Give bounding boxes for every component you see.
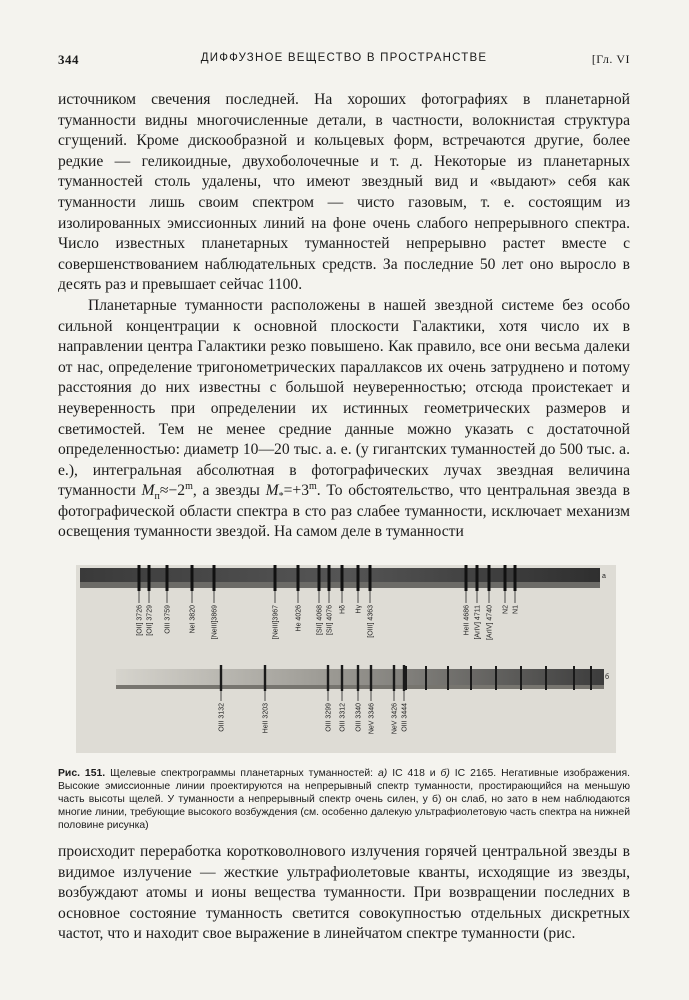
- emission-line-a: [318, 565, 321, 591]
- line-label-b: OIII 3299: [325, 703, 333, 732]
- line-label-a: Hδ: [339, 605, 347, 614]
- emission-line-a: [357, 565, 360, 591]
- line-label-a: [OIII] 4363: [367, 605, 375, 638]
- line-label-a: He 4026: [295, 605, 303, 632]
- emission-line-b: [403, 665, 405, 691]
- mag-star-sub: *: [278, 491, 284, 503]
- spectrum-a: [80, 565, 600, 591]
- spectrogram-image: [76, 565, 616, 753]
- line-label-b: OIII 3444: [401, 703, 409, 732]
- emission-line-b: [447, 666, 449, 690]
- emission-line-b: [264, 665, 266, 691]
- paragraph-3: происходит переработка коротковолнового излучения горячей центральной звезды в видимое излучение — жесткие ультрафиолетовые кванты, исходящие из звезды, возбуждают атомы и ионы вещества туманности. При возвращении последних в основное состояние туманность светится совокупностью отдельных дискретных частот, что и находит свое выражение в линейчатом спектре туманности (рис.: [58, 843, 630, 943]
- line-label-a: OIII 3759: [164, 605, 172, 634]
- emission-line-a: [191, 565, 194, 591]
- emission-line-b: [357, 665, 359, 691]
- caption-b-text: IC 2165.: [449, 768, 497, 779]
- spectrum-a-letter: a: [602, 573, 606, 580]
- emission-line-b: [220, 665, 222, 691]
- line-label-b: OIII 3132: [218, 703, 226, 732]
- emission-line-a: [369, 565, 372, 591]
- running-header: [58, 52, 630, 72]
- line-label-a: [NeIII]3869: [211, 605, 219, 640]
- line-label-a: [OII] 3726: [136, 605, 144, 636]
- emission-line-b: [393, 665, 395, 691]
- emission-line-b: [495, 666, 497, 690]
- line-label-a: HeII 4686: [463, 605, 471, 636]
- emission-line-a: [213, 565, 216, 591]
- line-label-a: [ArIV] 4740: [486, 605, 494, 641]
- line-label-a: N2: [502, 605, 510, 614]
- emission-line-b: [545, 666, 547, 690]
- caption-prefix: Рис. 151.: [58, 768, 106, 779]
- mag-star-value: =+3: [283, 482, 309, 500]
- line-label-a: [NeIII]3967: [272, 605, 280, 640]
- caption-rest: Негативные изображения. Высокие эмиссионные линии проектируются на непрерывный спектр туманности, простирающийся на меньшую часть высоты щелей. У туманности а непрерывный спектр очень силен, у б) он слаб, но зато в нем наблюдаются многие линии, требующие высокого возбуждения (см. особенно далекую ультрафиолетовую часть спектра на нижней половине рисунка): [58, 768, 631, 831]
- paragraph-2-part-a: Планетарные туманности расположены в нашей звездной системе без особо сильной концентрации к основной плоскости Галактики, хотя число их в направлении центра Галактики резко повышено. Как правило, все они весьма далеки от нас, определение тригонометрических параллаксов их очень затруднено и потому расстояния до них известны с большой неуверенностью; отсюда проистекает и неуверенность при определении их истинных геометрических размеров и светимостей. Тем не менее средние данные можно указать с достаточной определенностью: диаметр 10—20 тыс. а. е. (у гигантских туманностей до 500 тыс. а. е.), интегральная абсолютная в фотографических лучах звездная величина туманности: [58, 296, 630, 500]
- chapter-marker: [Гл. VI: [591, 52, 630, 66]
- emission-line-a: [166, 565, 169, 591]
- mag-nebula-symbol: M: [141, 482, 155, 500]
- paragraph-2: [58, 296, 630, 543]
- emission-line-a: [341, 565, 344, 591]
- spectrum-b-letter: б: [605, 674, 610, 681]
- line-label-b: HeII 3203: [262, 703, 270, 734]
- mag-star-symbol: M: [265, 482, 279, 500]
- mag-star-unit: m: [309, 481, 317, 493]
- emission-line-a: [297, 565, 300, 591]
- page-number: 344: [58, 52, 79, 67]
- emission-line-a: [274, 565, 277, 591]
- paragraph-1: источником свечения последней. На хороших фотографиях в планетарной туманности видны многочисленные детали, в частности, волокнистая структура сгущений. Кроме дискообразной и кольцевых форм, встречаются другие, более редкие — геликоидные, двухоболочечные и т. д. Некоторые из планетарных туманностей столь удалены, что имеют звездный вид и «выдают» себя как туманности лишь своим спектром — чисто газовым, т. е. состоящим из изолированных эмиссионных линий на фоне очень слабого непрерывного спектра. Число известных планетарных туманностей непрерывно растет вместе с совершенствованием наблюдательных средств. За последние 50 лет оно выросло в десять раз и превышает сейчас 1100.: [58, 91, 630, 294]
- emission-line-b: [520, 666, 522, 690]
- line-label-a: NeI 3820: [189, 605, 197, 634]
- emission-line-b: [405, 666, 407, 690]
- emission-line-a: [488, 565, 491, 591]
- running-title: ДИФФУЗНОЕ ВЕЩЕСТВО В ПРОСТРАНСТВЕ: [200, 52, 488, 64]
- body-text-top: [58, 90, 630, 543]
- emission-line-b: [341, 665, 343, 691]
- emission-line-a: [504, 565, 507, 591]
- body-text-bottom: [58, 842, 630, 945]
- emission-line-a: [148, 565, 151, 591]
- emission-line-a: [465, 565, 468, 591]
- emission-line-a: [476, 565, 479, 591]
- line-label-b: NeV 3426: [391, 703, 399, 735]
- line-label-a: [SII] 4076: [326, 605, 334, 635]
- line-label-a: [ArIV] 4711: [474, 605, 482, 640]
- paragraph-2-part-c: . То обстоятельство, что центральная звезда в фотографической области спектра в сто раз слабее туманности, исключает механизм освещения туманности звездой. На самом деле в туманности: [58, 482, 630, 541]
- figure-caption: [58, 767, 630, 832]
- line-label-a: N1: [512, 605, 520, 614]
- emission-line-b: [425, 666, 427, 690]
- emission-line-a: [138, 565, 141, 591]
- emission-line-a: [328, 565, 331, 591]
- mag-nebula-unit: m: [185, 481, 193, 493]
- emission-line-b: [573, 666, 575, 690]
- emission-line-b: [590, 666, 592, 690]
- caption-a-tag: а): [378, 768, 388, 779]
- emission-line-b: [370, 665, 372, 691]
- caption-a-text: IC 418 и: [387, 768, 441, 779]
- line-label-b: OIII 3340: [355, 703, 363, 732]
- caption-b-tag: б): [440, 768, 450, 779]
- line-label-b: OIII 3312: [339, 703, 347, 732]
- emission-line-b: [327, 665, 329, 691]
- mag-nebula-value: ≈−2: [159, 482, 186, 500]
- mag-nebula-sub: п: [154, 491, 160, 503]
- emission-line-b: [470, 666, 472, 690]
- spectrogram-figure: [76, 565, 616, 753]
- line-label-a: [OII] 3729: [146, 605, 154, 636]
- line-label-b: NeV 3346: [368, 703, 376, 735]
- line-label-a: [SII] 4068: [316, 605, 324, 635]
- line-label-a: Hγ: [355, 605, 363, 614]
- emission-line-a: [514, 565, 517, 591]
- caption-title: Щелевые спектрограммы планетарных туманностей:: [105, 768, 378, 779]
- paragraph-2-part-b: , а звезды: [192, 482, 266, 500]
